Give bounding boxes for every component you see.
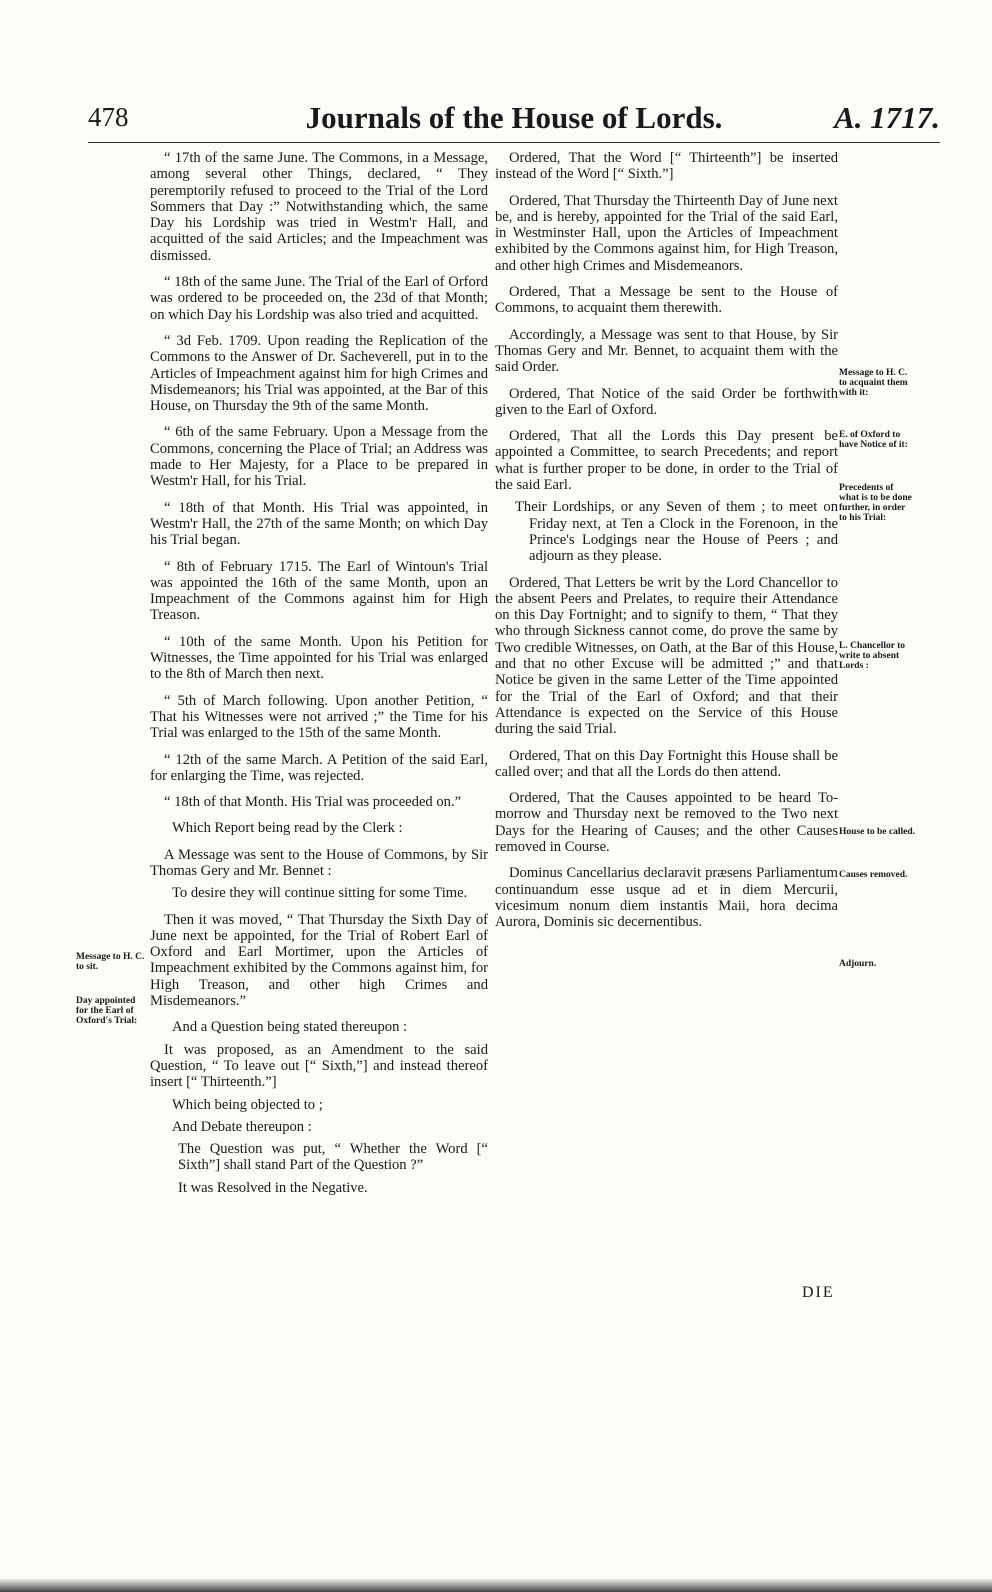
entry-10-february: “ 10th of the same Month. Upon his Petition for Witnesses, the Time appointed for his Trial was enlarged to the 8th of March then next. [150, 633, 488, 683]
page-number: 478 [88, 102, 129, 132]
entry-3-feb-1709: “ 3d Feb. 1709. Upon reading the Replication of the Commons to the Answer of Dr. Sacheverell, put in to the Articles of Impeachment against him for high Crimes and Misdemeanors; his Trial was appointed, at the Bar of this House, on Thursday the 9th of the same Month. [150, 332, 488, 415]
entry-12-march: “ 12th of the same March. A Petition of the said Earl, for enlarging the Time, was rejected. [150, 751, 488, 784]
objection: Which being objected to ; [172, 1096, 323, 1113]
margin-note-oxford-notice: E. of Oxford to have Notice of it: [839, 430, 908, 450]
order-trial-day: Ordered, That Thursday the Thirteenth Day of June next be, and is hereby, appointed for the Trial of the said Earl, in Westminster Hall, upon the Articles of Impeachment exhibited by the Commons against him, for High Treason, and other high Crimes and Misdemeanors. [495, 192, 838, 274]
resolved-negative: It was Resolved in the Negative. [178, 1179, 368, 1196]
entry-6-february: “ 6th of the same February. Upon a Message from the Commons, concerning the Place of Trial; an Address was made to Her Majesty, for a Place to be prepared in Westm'r Hall, for his Trial. [150, 424, 488, 490]
margin-note-message-sit: Message to H. C. to sit. [76, 952, 145, 972]
order-notice-oxford: Ordered, That Notice of the said Order be forthwith given to the Earl of Oxford. [495, 385, 838, 418]
entry-5-march: “ 5th of March following. Upon another Petition, “ That his Witnesses were not arrived ;” the Time for his Trial was enlarged to the 15th of the same Month. [150, 692, 488, 742]
margin-note-precedents: Precedents of what is to be done further, in order to his Trial: [839, 483, 912, 523]
page-edge-shadow [0, 1578, 992, 1592]
report-read: Which Report being read by the Clerk : [172, 820, 403, 837]
margin-note-adjourn: Adjourn. [839, 959, 877, 969]
margin-note-house-called: House to be called. [839, 827, 915, 837]
message-sent: Accordingly, a Message was sent to that House, by Sir Thomas Gery and Mr. Bennet, to acquaint them with the said Order. [495, 326, 838, 376]
order-committee: Ordered, That all the Lords this Day present be appointed a Committee, to search Precedents; and report what is further proper to be done, in order to the Trial of the said Earl. [495, 428, 838, 494]
entry-18-march: “ 18th of that Month. His Trial was proceeded on.” [164, 794, 462, 811]
order-causes: Ordered, That the Causes appointed to be heard To-morrow and Thursday next be removed to the Two next Days for the Hearing of Causes; and the other Causes removed in Course. [495, 790, 838, 855]
header-rule [88, 142, 940, 143]
entry-8-feb-1715: “ 8th of February 1715. The Earl of Wintoun's Trial was appointed the 16th of the same Month, upon an Impeachment of the Commons against him for High Treason. [150, 558, 488, 624]
year-label: A. 1717. [834, 100, 940, 135]
adjournment-latin: Dominus Cancellarius declaravit præsens Parliamentum continuandum esse usque ad et in diem Mercurii, vicesimum nonum diem instantis Maii, hora decima Aurora, Dominis sic decernentibus. [495, 865, 838, 931]
entry-17-june: “ 17th of the same June. The Commons, in a Message, among several other Things, declared, “ They peremptorily refused to proceed to the Trial of the Lord Sommers that Day :” Notwithstanding which, the same Day his Lordship was tried in Westm'r Hall, and acquitted of the said Articles; and the Impeachment was dismissed. [150, 150, 488, 264]
amendment-proposed: It was proposed, as an Amendment to the said Question, “ To leave out [“ Sixth,”] and instead thereof insert [“ Thirteenth.”] [150, 1041, 488, 1091]
margin-note-day-appointed: Day appointed for the Earl of Oxford's Trial: [76, 996, 138, 1026]
journal-title: Journals of the House of Lords. [305, 100, 723, 135]
order-thirteenth-word: Ordered, That the Word [“ Thirteenth”] be inserted instead of the Word [“ Sixth.”] [495, 150, 838, 183]
question-stated: And a Question being stated thereupon : [172, 1019, 408, 1036]
margin-note-chancellor: L. Chancellor to write to absent Lords : [839, 641, 906, 671]
left-column [150, 150, 488, 1206]
message-to-commons: A Message was sent to the House of Commons, by Sir Thomas Gery and Mr. Bennet : [150, 846, 488, 879]
margin-note-causes: Causes removed. [839, 870, 908, 880]
question-put: The Question was put, “ Whether the Word [“ Sixth”] shall stand Part of the Question ?” [178, 1141, 488, 1174]
desire-sitting: To desire they will continue sitting for some Time. [172, 885, 468, 902]
committee-meeting: Their Lordships, or any Seven of them ; to meet on Friday next, at Ten a Clock in the Forenoon, in the Prince's Lodgings near the House of Peers ; and adjourn as they please. [515, 499, 838, 565]
entry-18-june: “ 18th of the same June. The Trial of the Earl of Orford was ordered to be proceeded on, the 23d of that Month; on which Day his Lordship was also tried and acquitted. [150, 274, 488, 323]
running-head [88, 96, 940, 140]
order-letters: Ordered, That Letters be writ by the Lord Chancellor to the absent Peers and Prelates, to require their Attendance on this Day Fortnight; and to signify to them, “ That they who through Sickness cannot come, do prove the same by Two credible Witnesses, on Oath, at the Bar of this House, and that no other Excuse will be admitted ;” and that Notice be given in the same Letter of the Time appointed for the Trial of the Earl of Oxford; and that their Attendance is expected on the Service of this House during the said Trial. [495, 574, 838, 738]
margin-note-message-acquaint: Message to H. C. to acquaint them with it: [839, 368, 908, 398]
entry-18-february: “ 18th of that Month. His Trial was appointed, in Westm'r Hall, the 27th of the same Month; on which Day his Trial began. [150, 499, 488, 549]
debate: And Debate thereupon : [172, 1118, 312, 1135]
right-column [495, 150, 838, 940]
catchword: DIE [802, 1284, 835, 1301]
order-message: Ordered, That a Message be sent to the House of Commons, to acquaint them therewith. [495, 284, 838, 317]
order-call-house: Ordered, That on this Day Fortnight this House shall be called over; and that all the Lords do then attend. [495, 747, 838, 780]
motion-sixth-day: Then it was moved, “ That Thursday the Sixth Day of June next be appointed, for the Trial of Robert Earl of Oxford and Earl Mortimer, upon the Articles of Impeachment exhibited by the Commons against him, for High Treason, and other high Crimes and Misdemeanors.” [150, 911, 488, 1010]
